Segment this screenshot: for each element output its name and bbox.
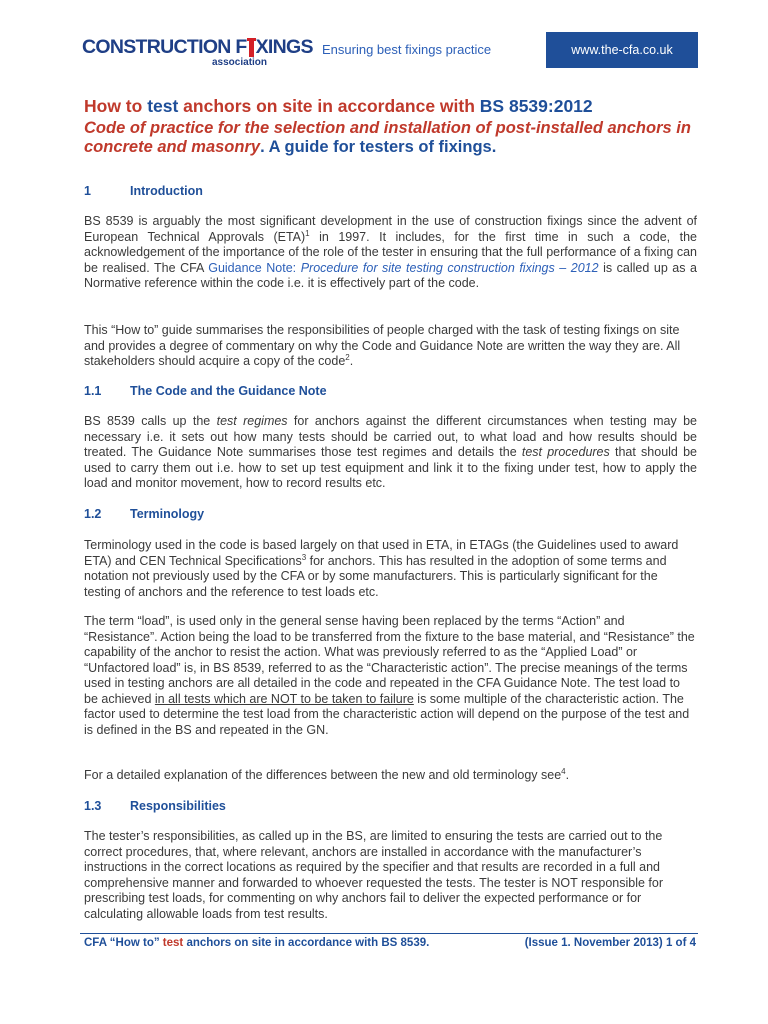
footer-divider (80, 933, 698, 934)
paragraph-responsibilities: The tester’s responsibilities, as called up in the BS, are limited to ensuring the tests are carried out to the correct procedures, that, where relevant, anchors are installed in accordance with the manufacturer’s instructions in the correct locations as required by the specifier and that results are recorded in a full and comprehensive manner and forwarded to whoever requested the tests. The tester is NOT responsible for prescribing test loads, for commenting on why anchors fail to deliver the expected performance or for calculating allowable loads from test results. (84, 829, 664, 921)
logo-subtitle: association (212, 57, 268, 68)
page-subtitle: Code of practice for the selection and installation of post-installed anchors in concrete and masonry. A guide for testers of fixings. (84, 119, 691, 156)
cfa-logo[interactable] (82, 36, 313, 74)
footnote-ref-1[interactable]: 1 (305, 228, 310, 238)
paragraph-terminology-3: For a detailed explanation of the differences between the new and old terminology see$^4$. (84, 766, 570, 782)
header (80, 32, 698, 74)
guidance-note-title-link[interactable]: Procedure for site testing construction fixings – 2012 (300, 260, 599, 275)
page-title: How to test anchors on site in accordance with BS 8539:2012 (84, 96, 593, 116)
section-heading-code-guidance: 1.1 The Code and the Guidance Note (84, 384, 327, 398)
paragraph-terminology-2: The term “load”, is used only in the general sense having been replaced by the terms “Action” and “Resistance”. Action being the load to be transferred from the fixture to the base material, and “Resistance” the capability of the anchor to resist the action. What was previously referred to as the “Applied Load” or “Unfactored load” is, in BS 8539, referred to as the “Characteristic action”. The precise meanings of the terms used in testing anchors are all detailed in the code and repeated in the CFA Guidance Note. The test load to be achieved in all tests which are NOT to be taken to failure is some multiple of the characteristic action. The factor used to determine the test load from the characteristic action will depend on the purpose of the test and is defined in the BS and repeated in the GN. (84, 614, 695, 737)
website-link[interactable]: www.the-cfa.co.uk (546, 32, 698, 68)
section-heading-responsibilities: 1.3 Responsibilities (84, 799, 226, 813)
paragraph-intro-2: This “How to” guide summarises the responsibilities of people charged with the task of testing fixings on site and provides a degree of commentary on why the Code and Guidance Note are written the way they are. All stakeholders should acquire a copy of the code$^2$. (84, 323, 681, 368)
section-heading-terminology: 1.2 Terminology (84, 507, 205, 521)
section-heading-introduction: 1 Introduction (84, 184, 203, 198)
footnote-ref-4[interactable]: 4 (561, 766, 566, 776)
tagline: Ensuring best fixings practice (322, 42, 492, 57)
guidance-note-link[interactable]: Guidance Note: (208, 260, 301, 275)
page-number: (Issue 1. November 2013) 1 of 4 (524, 937, 696, 949)
paragraph-terminology-1: Terminology used in the code is based largely on that used in ETA, in ETAGs (the Guidelines used to award ETA) and CEN Technical Specifications$^3$ for anchors. This has resulted in the adoption of some terms and notation not previously used by the CFA or by some manufacturers. This is particularly significant for the testing of anchors and the reference to test loads etc. (84, 538, 679, 599)
footnote-ref-2[interactable]: 2 (345, 352, 350, 362)
footnote-ref-3[interactable]: 3 (301, 552, 307, 562)
paragraph-code-guidance: BS 8539 calls up the test regimes for anchors against the different circumstances when testing may be necessary i.e. it sets out how many tests should be carried out, to what load and how results should be treated. The Guidance Note summarises those test regimes and details the test procedures that should be used to carry them out i.e. how to set up test equipment and link it to the fixing under test, how to apply the load and monitor movement, how to record results etc. (84, 414, 697, 490)
logo-wordmark: CONSTRUCTION F XINGS (82, 36, 313, 58)
paragraph-intro-1: BS 8539 is arguably the most significant development in the use of construction fixings since the advent of European Technical Approvals (ETA)$^1$ in 1997. It includes, for the first time in such a code, the acknowledgement of the importance of the role of the tester in ensuring that the full performance of a fixing can be realised. The CFA Guidance Note: Procedure for site testing construction fixings – 2012 is called up as a Normative reference within the code i.e. it is effectively part of the code. (84, 214, 697, 290)
page-footer: CFA “How to” test anchors on site in accordance with BS 8539. (Issue 1. November 2013) 1 of 4 (84, 937, 696, 949)
